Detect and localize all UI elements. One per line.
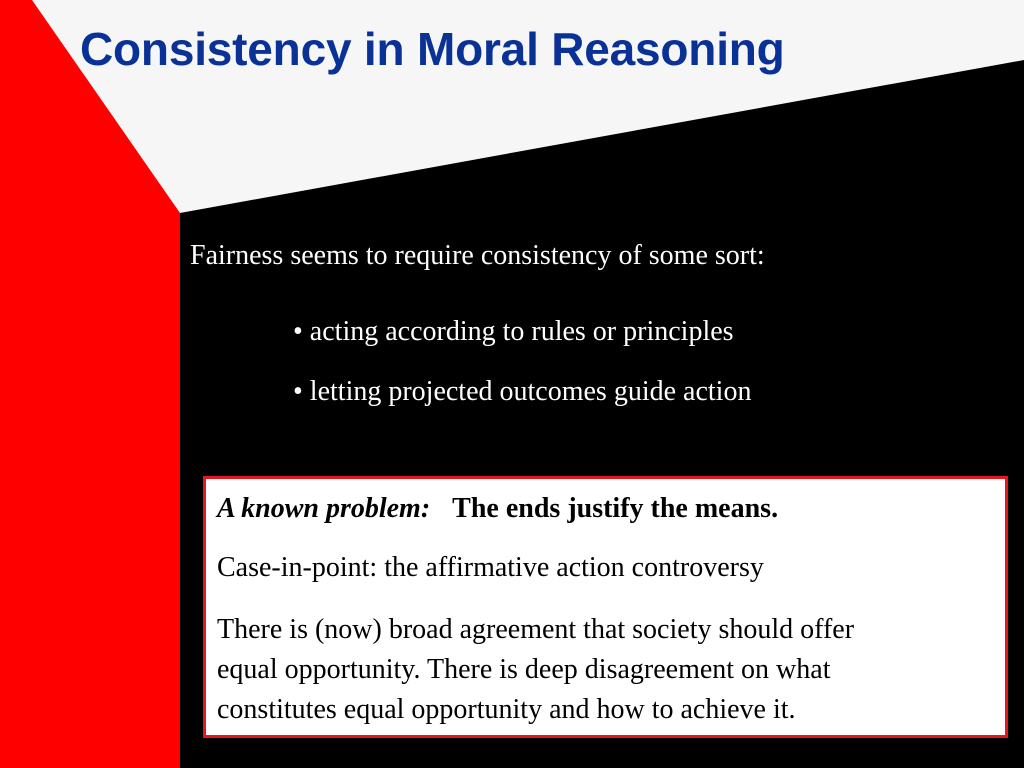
slide-title: Consistency in Moral Reasoning — [80, 23, 785, 75]
callout-box — [203, 476, 1008, 738]
callout-lead: A known problem: — [217, 493, 431, 524]
callout-body-line: constitutes equal opportunity and how to achieve it. — [217, 694, 796, 725]
callout-body-line: There is (now) broad agreement that society should offer — [217, 614, 855, 645]
callout-case: Case-in-point: the affirmative action controversy — [217, 552, 764, 583]
callout-heading — [217, 489, 995, 529]
callout-claim: The ends justify the means. — [452, 493, 779, 524]
intro-text: Fairness seems to require consistency of some sort: — [190, 240, 765, 271]
callout-body-line: equal opportunity. There is deep disagreement on what — [217, 654, 831, 685]
bullet-item: • acting according to rules or principles — [293, 316, 734, 347]
bullet-item: • letting projected outcomes guide action — [293, 376, 752, 407]
bullet-list — [293, 302, 751, 422]
